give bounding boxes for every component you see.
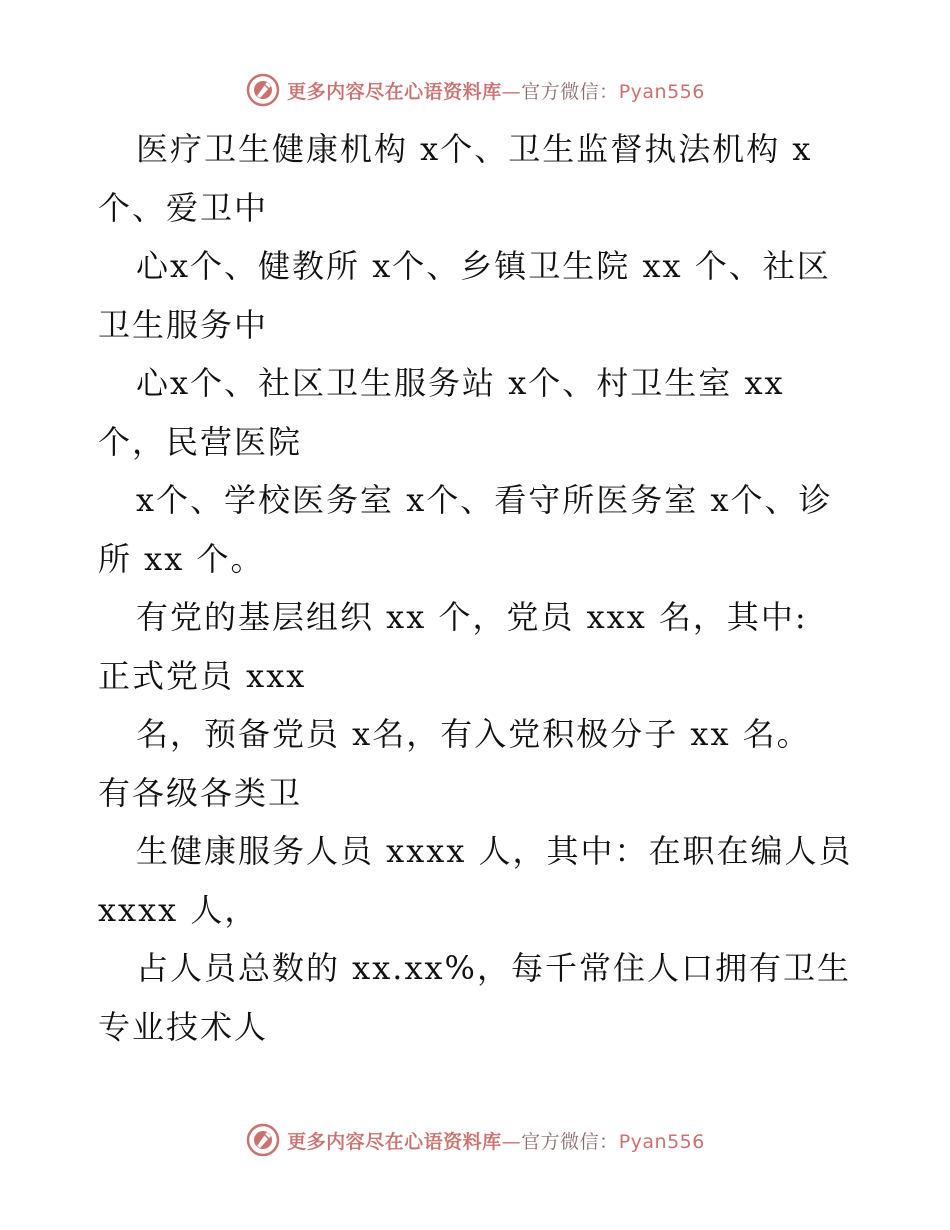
paragraph-line: 所 xx 个。 bbox=[98, 539, 265, 578]
paragraph-line: 专业技术人 bbox=[98, 1007, 269, 1046]
paragraph-line: 个，民营医院 bbox=[98, 422, 303, 461]
pen-nib-logo-icon bbox=[245, 72, 281, 108]
pen-nib-logo-icon bbox=[245, 1122, 281, 1158]
paragraph-line: 卫生服务中 bbox=[98, 305, 269, 344]
paragraph-line: 心x个、健教所 x个、乡镇卫生院 xx 个、社区 bbox=[136, 247, 831, 285]
paragraph-line: 心x个、社区卫生服务站 x个、村卫生室 xx bbox=[136, 364, 785, 402]
paragraph-line: 个、爱卫中 bbox=[98, 188, 269, 227]
paragraph-line: xxxx 人， bbox=[98, 890, 259, 929]
header-watermark-text: 更多内容尽在心语资料库—官方微信：Pyan556 bbox=[287, 80, 705, 103]
paragraph-line: 正式党员 xxx bbox=[98, 656, 307, 695]
footer-watermark-text: 更多内容尽在心语资料库—官方微信：Pyan556 bbox=[287, 1130, 705, 1153]
footer-watermark-banner bbox=[0, 1120, 950, 1160]
paragraph-line: x个、学校医务室 x个、看守所医务室 x个、诊 bbox=[136, 481, 833, 519]
paragraph-line: 占人员总数的 xx.xx%，每千常住人口拥有卫生 bbox=[136, 949, 851, 987]
paragraph-line: 生健康服务人员 xxxx 人，其中：在职在编人员 bbox=[136, 832, 853, 870]
paragraph-line: 医疗卫生健康机构 x个、卫生监督执法机构 x bbox=[136, 130, 813, 168]
paragraph-line: 有各级各类卫 bbox=[98, 773, 303, 812]
document-body bbox=[98, 120, 868, 1056]
header-watermark-banner bbox=[0, 70, 950, 110]
paragraph-line: 名，预备党员 x名，有入党积极分子 xx 名。 bbox=[136, 715, 811, 753]
paragraph-line: 有党的基层组织 xx 个，党员 xxx 名，其中: bbox=[136, 598, 808, 636]
